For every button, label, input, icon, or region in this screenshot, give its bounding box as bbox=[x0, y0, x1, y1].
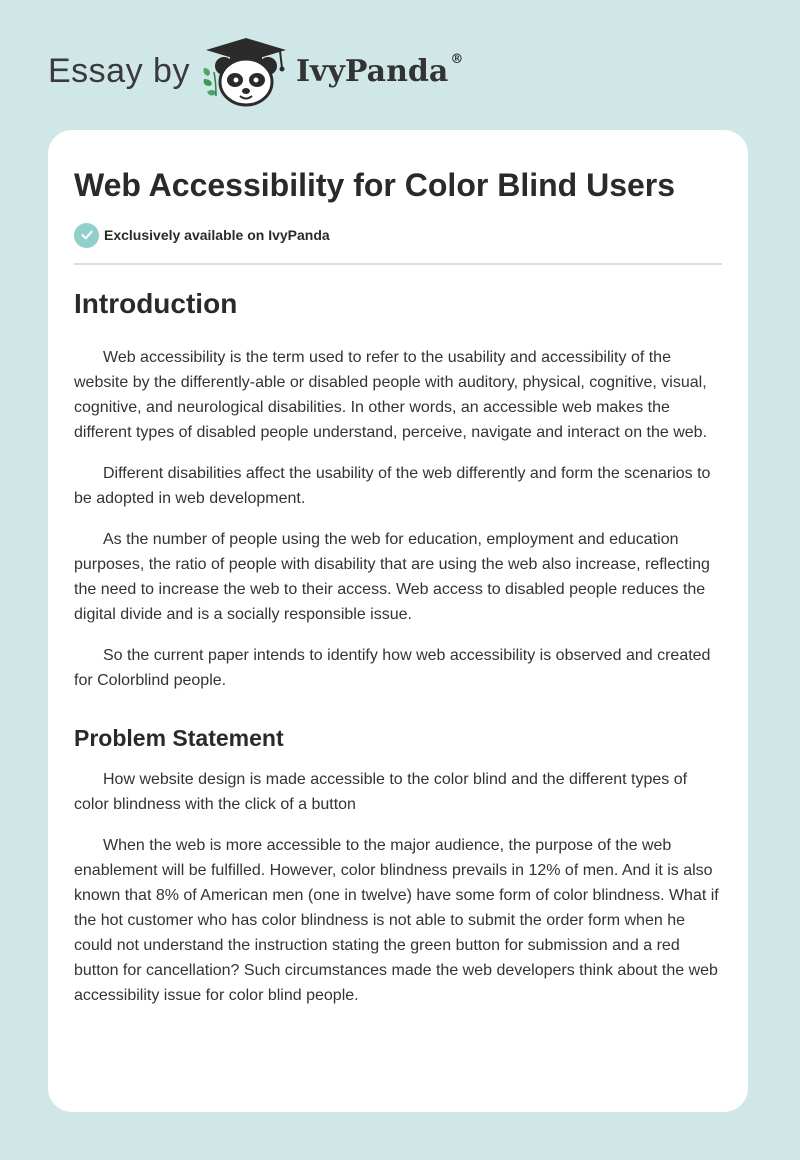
paragraph: As the number of people using the web for education, employment and education purposes, the ratio of people with disability that are using the web also increase, reflecting the need to increase the web to their access. Web access to disabled people reduces the digital divide and is a socially responsible issue. bbox=[74, 531, 710, 623]
paragraph: When the web is more accessible to the major audience, the purpose of the web enablement will be fulfilled. However, color blindness prevails in 12% of men. And it is also known that 8% of American men (one in twelve) have some form of color blindness. What if the hot customer who has color blindness is not able to submit the order form when he could not understand the instruction stating the green button for submission and a red button for cancellation? Such circumstances made the web developers think about the web accessibility issue for color blind people. bbox=[74, 837, 719, 1004]
paragraph: Different disabilities affect the usability of the web differently and form the scenarios to be adopted in web development. bbox=[74, 465, 711, 507]
paragraph: So the current paper intends to identify how web accessibility is observed and created for Colorblind people. bbox=[74, 647, 711, 689]
essay-by-label: Essay by bbox=[48, 52, 190, 90]
page-title: Web Accessibility for Color Blind Users bbox=[74, 167, 676, 203]
paragraph: Web accessibility is the term used to refer to the usability and accessibility of the website by the differently-able or disabled people with auditory, physical, cognitive, visual, cognitive, and neurological disabilities. In other words, an accessible web makes the different types of disabled people understand, perceive, navigate and interact on the web. bbox=[74, 349, 708, 441]
exclusive-badge bbox=[74, 222, 722, 248]
section-heading-problem-statement: Problem Statement bbox=[74, 725, 284, 751]
divider bbox=[74, 263, 722, 265]
site-header bbox=[48, 36, 508, 108]
registered-mark: ® bbox=[450, 52, 464, 67]
paragraph: How website design is made accessible to the color blind and the different types of color blindness with the click of a button bbox=[74, 771, 688, 813]
check-icon bbox=[74, 223, 99, 248]
panda-logo-icon[interactable] bbox=[202, 36, 290, 108]
essay-card bbox=[48, 130, 748, 1112]
section-heading-introduction: Introduction bbox=[74, 288, 238, 319]
exclusive-label: Exclusively available on IvyPanda bbox=[104, 227, 330, 243]
brand-name[interactable]: IvyPanda ® bbox=[296, 52, 464, 89]
